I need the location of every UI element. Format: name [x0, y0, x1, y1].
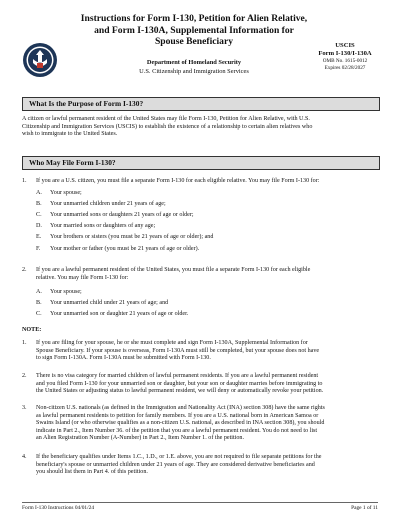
sub-letter: C. — [36, 212, 42, 218]
document-title: Instructions for Form I-130, Petition for Alien Relative, and Form I-130A, Supplemental Information for Spouse Beneficiary — [80, 13, 308, 48]
note-number: 4. — [22, 454, 27, 460]
note-4-text: If the beneficiary qualifies under Items 1.C., 1.D., or 1.E. above, you are not required to file separate petitions for the beneficiary's spouse or unmarried children under 21 years of age. They are considered derivative beneficiaries and you should list them in Part 4. of this petition. — [36, 454, 322, 476]
sub-letter: D. — [36, 223, 42, 229]
sub-letter: C. — [36, 311, 42, 317]
footer-divider — [22, 502, 378, 503]
sub-item-text: Your married sons or daughters of any age; — [50, 223, 156, 229]
department-name: Department of Homeland Security — [146, 59, 242, 66]
footer-form-edition: Form I-130 Instructions 04/01/24 — [22, 505, 95, 511]
sub-item-text: Your unmarried children under 21 years of age; — [50, 201, 166, 207]
omb-number: OMB No. 1615-0012 — [322, 58, 368, 64]
uscis-label: USCIS — [335, 42, 355, 49]
dhs-seal-logo — [22, 42, 58, 78]
section-title: Who May File Form I-130? — [29, 158, 116, 167]
sub-item-text: Your unmarried sons or daughters 21 years of age or older; — [50, 212, 194, 218]
sub-letter: A. — [36, 190, 42, 196]
note-label: NOTE: — [22, 327, 42, 333]
sub-item-text: Your brothers or sisters (you must be 21 years of age or older); and — [50, 234, 214, 240]
form-number: Form I-130/I-130A — [318, 50, 372, 57]
item-number: 2. — [22, 267, 27, 273]
form-id-block — [314, 42, 376, 71]
sub-letter: B. — [36, 300, 42, 306]
note-3-text: Non-citizen U.S. nationals (as defined in the Immigration and Nationality Act (INA) section 308) have the same rights as lawful permanent residents to petition for family members. If you are a U.S. national born in American Samoa or Swains Island (or who otherwise qualifies as a non-citizen U.S. national, as described in INA section 308), you should indicate in Part 2., Item Number 36. of the petition that you are a lawful permanent resident. You do not need to list an Alien Registration Number (A-Number) in Part 2., Item Number 1. of the petition. — [36, 405, 325, 442]
footer-page-number: Page 1 of 11 — [351, 505, 378, 511]
sub-item-text: Your unmarried son or daughter 21 years of age or older. — [50, 311, 189, 317]
item-1-text: If you are a U.S. citizen, you must file a separate Form I-130 for each eligible relative. You may file Form I-130 for: — [36, 178, 320, 184]
item-2-text: If you are a lawful permanent resident of the United States, you must file a separate Form I-130 for each eligible relative. You may file Form I-130 for: — [36, 267, 311, 281]
agency-name: U.S. Citizenship and Immigration Services — [139, 68, 249, 75]
note-number: 3. — [22, 405, 27, 411]
sub-letter: B. — [36, 201, 42, 207]
item-number: 1. — [22, 178, 27, 184]
purpose-paragraph: A citizen or lawful permanent resident of the United States may file Form I-130, Petition for Alien Relative, with U.S. Citizenship and Immigration Services (USCIS) to establish the existence of a relationship to certain alien relatives who wish to immigrate to the United States. — [22, 116, 313, 138]
sub-letter: E. — [36, 234, 42, 240]
sub-item-text: Your spouse; — [50, 190, 82, 196]
section-title: What Is the Purpose of Form I-130? — [29, 99, 144, 108]
note-number: 1. — [22, 340, 27, 346]
note-number: 2. — [22, 373, 27, 379]
section-who-may-file-header — [22, 156, 380, 170]
sub-item-text: Your mother or father (you must be 21 years of age or older). — [50, 246, 200, 252]
section-purpose-header — [22, 97, 380, 111]
sub-letter: A. — [36, 289, 42, 295]
sub-item-text: Your unmarried child under 21 years of age; and — [50, 300, 169, 306]
note-2-text: There is no visa category for married children of lawful permanent residents. If you are a lawful permanent resident and you filed Form I-130 for your unmarried son or daughter, but your son or daughter marries before immigrating to the United States or adjusting status to lawful permanent resident, we will deny or automatically revoke your petition. — [36, 373, 324, 395]
sub-letter: F. — [36, 246, 41, 252]
note-1-text: If you are filing for your spouse, he or she must complete and sign Form I-130A, Supplemental Information for Spouse Beneficiary. If your spouse is overseas, Form I-130A must still be completed, but your spouse does not have to sign Form I-130A. Form I-130A must be submitted with Form I-130. — [36, 340, 320, 362]
expiration-date: Expires 02/28/2027 — [324, 64, 366, 71]
sub-item-text: Your spouse; — [50, 289, 82, 295]
